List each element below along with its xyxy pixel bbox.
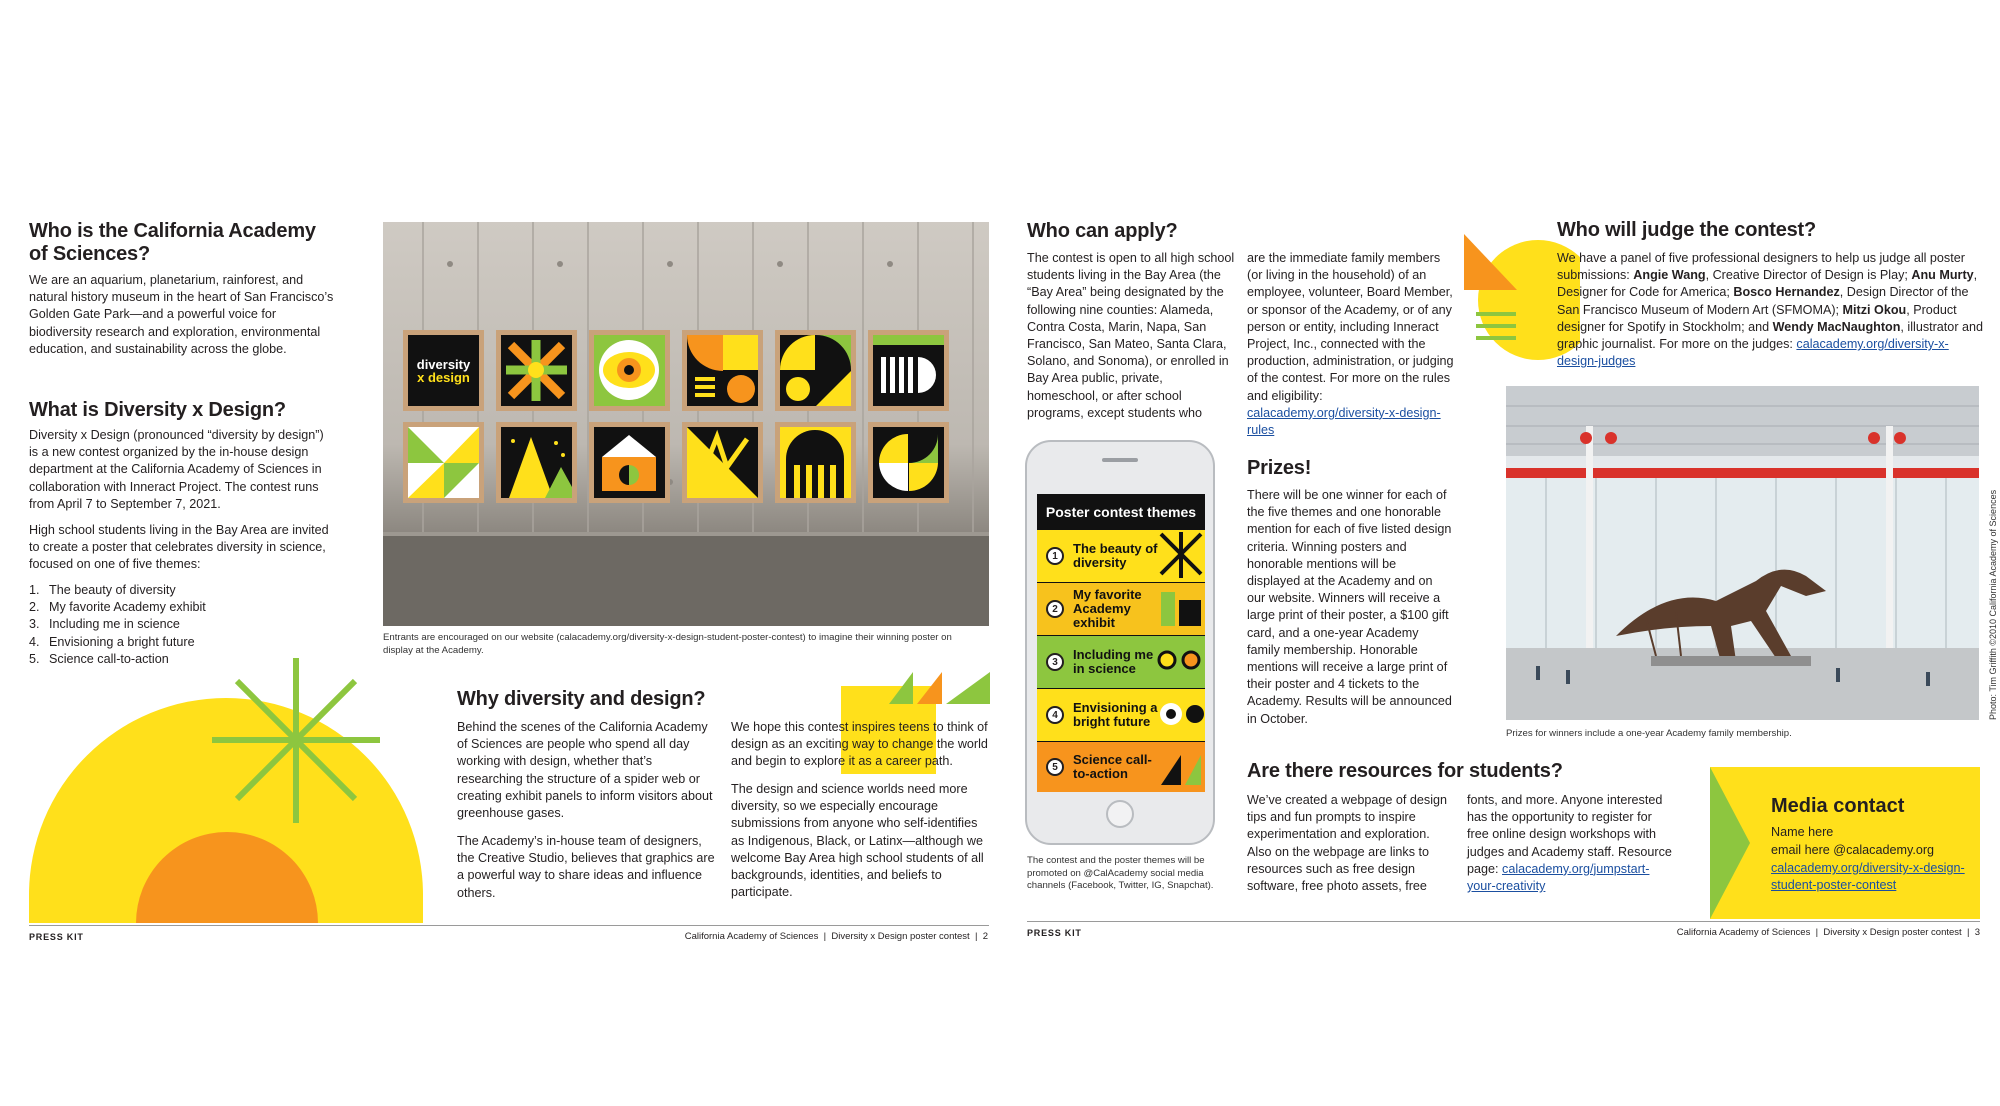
museum-hall-illustration bbox=[1506, 386, 1979, 720]
rules-link[interactable]: calacademy.org/diversity-x-design-rules bbox=[1247, 405, 1441, 438]
photo-credit: Photo: Tim Griffith ©2010 California Academy of Sciences bbox=[1988, 489, 1998, 720]
paragraph-hope: We hope this contest inspires teens to think of design as an exciting way to change the world and begin to explore it as a career path. bbox=[731, 720, 988, 769]
poster-tile bbox=[589, 422, 670, 503]
paragraph-design-science: The design and science worlds need more diversity, so we especially encourage submissions from anyone who self-identifies as Indigenous, Black, or Latinx—although we welcome Bay Area high school students of all backgrounds, identities, and beliefs to participate. bbox=[731, 782, 984, 900]
poster-tile bbox=[775, 422, 856, 503]
media-contact-box bbox=[1710, 767, 1980, 919]
footer-rule bbox=[29, 925, 989, 926]
eye-poster-art bbox=[594, 335, 665, 406]
poster-tile-text: diversity bbox=[416, 356, 471, 372]
paragraph-dxd-intro: Diversity x Design (pronounced “diversity by design”) is a new contest organized by the in-house design department at the California Academy of Sciences in collaboration with Inneract Project. The contest runs from April 7 to September 7, 2021. bbox=[29, 428, 324, 511]
poster-tile bbox=[403, 330, 484, 411]
paragraph-behind-scenes: Behind the scenes of the California Academy of Sciences are people who spend all day working with design, whether that’s researching the structure of a spider web or creating exhibit panels to inform visitors about greenhouse gases. bbox=[457, 720, 713, 821]
heading-who-is-academy: Who is the California Academy of Sciences? bbox=[29, 220, 316, 265]
poster-art bbox=[873, 427, 944, 498]
phone-theme-item: 2 My favorite Academy exhibit bbox=[1037, 583, 1205, 635]
heading-what-is-dxd: What is Diversity x Design? bbox=[29, 399, 286, 421]
phone-screen bbox=[1037, 494, 1205, 792]
poster-tile bbox=[496, 330, 577, 411]
phone-theme-item: 5 Science call-to-action bbox=[1037, 742, 1205, 792]
heading-resources: Are there resources for students? bbox=[1247, 760, 1563, 782]
list-item: 4. Envisioning a bright future bbox=[29, 634, 195, 649]
poster-art bbox=[873, 335, 944, 406]
resources-link[interactable]: calacademy.org/jumpstart-your-creativity bbox=[1467, 861, 1650, 894]
paragraph-creative-studio: The Academy’s in-house team of designers, the Creative Studio, believes that graphics are a powerful way to share ideas and influence others. bbox=[457, 834, 715, 900]
phone-mockup bbox=[1025, 440, 1215, 845]
heading-who-will-judge: Who will judge the contest? bbox=[1557, 219, 1817, 241]
heading-why-diversity: Why diversity and design? bbox=[457, 688, 706, 710]
phone-speaker bbox=[1102, 458, 1138, 462]
paragraph-invite: High school students living in the Bay Area are invited to create a poster that celebrates diversity in science, focused on one of five themes: bbox=[29, 523, 329, 572]
poster-art bbox=[501, 335, 572, 406]
paragraph-resources-b: fonts, and more. Anyone interested has the opportunity to register for free online design workshops with judges and Academy staff. Resource page: calacademy.org/jumpstart-your-creativity bbox=[1467, 793, 1672, 894]
paragraph-resources-a: We’ve created a webpage of design tips and fun prompts to inspire experimentation and exploration. Also on the webpage are links to resources such as free design software, free photo assets, free bbox=[1247, 793, 1447, 894]
poster-tile-text: x design bbox=[417, 369, 470, 385]
media-contact-link[interactable]: calacademy.org/diversity-x-design-student-poster-contest bbox=[1771, 861, 1965, 893]
poster-art bbox=[780, 427, 851, 498]
paragraph-about-academy: We are an aquarium, planetarium, rainforest, and natural history museum in the heart of San Francisco’s Golden Gate Park—and a powerful voice for biodiversity research and exploration, environmental education, and sustainability across the globe. bbox=[29, 273, 334, 356]
media-contact-title: Media contact bbox=[1771, 795, 1905, 817]
media-contact-arrow bbox=[1710, 767, 1750, 919]
heading-prizes: Prizes! bbox=[1247, 457, 1312, 479]
phone-theme-item: 1 The beauty of diversity bbox=[1037, 530, 1205, 582]
footer-press-kit: PRESS KIT bbox=[1027, 928, 1082, 938]
poster-art bbox=[687, 335, 758, 406]
poster-art bbox=[408, 427, 479, 498]
gallery-photo bbox=[383, 222, 989, 626]
phone-theme-art bbox=[1157, 530, 1205, 792]
poster-tile bbox=[589, 330, 670, 411]
poster-tile bbox=[775, 330, 856, 411]
phone-title: Poster contest themes bbox=[1045, 504, 1197, 520]
sun-graphic bbox=[29, 655, 424, 923]
museum-photo-caption: Prizes for winners include a one-year Academy family membership. bbox=[1506, 728, 1792, 739]
paragraph-prizes: There will be one winner for each of the five themes and one honorable mention for each of five listed design criteria. Winning posters and honorable mentions will be displayed at the Academy and on our website. Winners will receive a large print of their poster, a $100 gift card, and a one-year Academy family membership. Honorable mentions will receive a large print of their poster and 4 tickets to the Academy. Results will be announced in October. bbox=[1247, 488, 1452, 726]
footer-page-info: California Academy of Sciences | Diversity x Design poster contest | 2 bbox=[684, 931, 988, 942]
phone-home-button bbox=[1106, 800, 1134, 828]
poster-tile bbox=[682, 330, 763, 411]
poster-art bbox=[501, 427, 572, 498]
phone-theme-item: 4 Envisioning a bright future bbox=[1037, 689, 1205, 741]
footer-press-kit: PRESS KIT bbox=[29, 932, 84, 942]
list-item: 5. Science call-to-action bbox=[29, 651, 169, 666]
phone-caption: The contest and the poster themes will be promoted on @CalAcademy social media channels (Facebook, Twitter, IG, Snapchat). bbox=[1027, 855, 1214, 891]
poster-tile bbox=[403, 422, 484, 503]
paragraph-eligibility-b: are the immediate family members (or living in the household) of an employee, volunteer, Board Member, or sponsor of the Academy, or of any person or entity, including Inneract Project, Inc., connected with the production, administration, or judging of the contest. For more on the rules and eligibility: calacademy.org/diversity-x-design-rules bbox=[1247, 251, 1454, 438]
paragraph-judges: We have a panel of five professional designers to help us judge all poster submissions: Angie Wang, Creative Director of Design is Play; Anu Murty, Designer for Code for America; Bosco Hernandez, Design Director of the San Francisco Museum of Modern Art (SFMOMA); Mitzi Okou, Product designer for Spotify in Stockholm; and Wendy MacNaughton, illustrator and graphic journalist. For more on the judges: calacademy.org/diversity-x-design-judges bbox=[1557, 251, 1984, 369]
media-contact-name: Name here bbox=[1771, 825, 1834, 839]
list-item: 2. My favorite Academy exhibit bbox=[29, 600, 206, 615]
poster-art bbox=[780, 335, 851, 406]
phone-theme-item: 3 Including me in science bbox=[1037, 636, 1205, 688]
footer-rule bbox=[1027, 921, 1980, 922]
judges-link[interactable]: calacademy.org/diversity-x-design-judges bbox=[1557, 337, 1949, 369]
gallery-caption: Entrants are encouraged on our website (calacademy.org/diversity-x-design-student-poster-contest) to imagine their winning poster on display at the Academy. bbox=[383, 632, 952, 656]
list-item: 1. The beauty of diversity bbox=[29, 583, 176, 597]
poster-tile bbox=[868, 422, 949, 503]
footer-page-info: California Academy of Sciences | Diversity x Design poster contest | 3 bbox=[1676, 927, 1980, 938]
media-contact-email: email here @calacademy.org bbox=[1771, 843, 1935, 857]
poster-tile bbox=[682, 422, 763, 503]
paragraph-eligibility-a: The contest is open to all high school students living in the Bay Area (the “Bay Area” being designated by the following nine counties: Alameda, Contra Costa, Marin, Napa, San Francisco, San Mateo, Santa Clara, Solano, and Sonoma), or enrolled in Bay Area public, private, homeschool, or after school programs, except students who bbox=[1027, 251, 1235, 420]
poster-tile bbox=[868, 330, 949, 411]
list-item: 3. Including me in science bbox=[29, 617, 180, 632]
poster-tile bbox=[496, 422, 577, 503]
museum-photo bbox=[1506, 386, 1979, 720]
poster-art bbox=[687, 427, 758, 498]
house-poster-art bbox=[594, 427, 665, 498]
heading-who-can-apply: Who can apply? bbox=[1027, 220, 1178, 242]
